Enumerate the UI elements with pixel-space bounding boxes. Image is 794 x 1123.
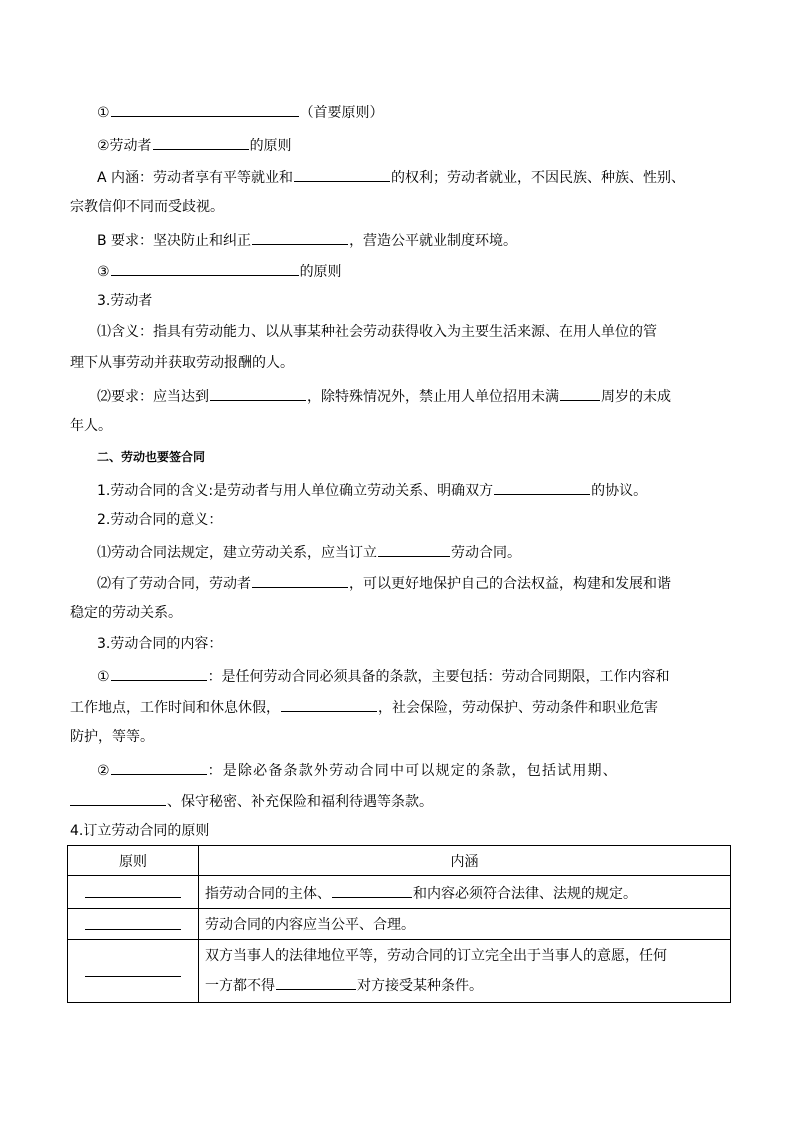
- fill-blank[interactable]: [494, 479, 590, 495]
- header-cell: 内涵: [199, 846, 731, 876]
- fill-blank[interactable]: [111, 260, 299, 276]
- text: 防护，等等。: [70, 729, 154, 745]
- text: 的原则: [249, 138, 292, 154]
- table-row: [68, 876, 731, 909]
- text: 、保守秘密、补充保险和福利待遇等条款。: [167, 794, 433, 810]
- fill-blank[interactable]: [85, 883, 181, 898]
- fill-blank[interactable]: [85, 962, 181, 977]
- text: 工作地点，工作时间和休息休假，: [70, 700, 280, 716]
- text: 2.劳动合同的意义：: [97, 512, 223, 528]
- text: 劳动合同。: [451, 545, 521, 561]
- text: 1.劳动合同的含义:是劳动者与用人单位确立劳动关系、明确双方: [97, 483, 494, 499]
- text: ②劳动者: [97, 138, 152, 154]
- line-required-clauses: [97, 665, 670, 687]
- fill-blank[interactable]: [111, 101, 299, 117]
- line-contract-benefit-cont: [70, 603, 182, 623]
- text: （首要原则）: [299, 105, 384, 121]
- text: ⑴劳动合同法规定，建立劳动关系，应当订立: [97, 545, 377, 561]
- fill-blank[interactable]: [276, 974, 356, 990]
- line-optional-clauses-cont: [70, 790, 433, 812]
- text: ⑵要求：应当达到: [97, 389, 209, 405]
- line-required-clauses-cont: [70, 696, 658, 718]
- text: 理下从事劳动并获取劳动报酬的人。: [70, 355, 294, 371]
- text: ③: [97, 264, 110, 280]
- line-connotation: [97, 166, 685, 188]
- line-contract-law: [97, 541, 521, 563]
- line-optional-clauses: [97, 759, 618, 781]
- line-required-clauses-end: [70, 727, 154, 747]
- fill-blank[interactable]: [560, 385, 600, 401]
- text: 年人。: [70, 418, 112, 434]
- principle-cell: [68, 876, 199, 909]
- heading-worker: [97, 291, 152, 311]
- text: ⑴含义：指具有劳动能力、以从事某种社会劳动获得收入为主要生活来源、在用人单位的管: [97, 324, 657, 340]
- meaning-cell: [199, 940, 731, 1003]
- text: 稳定的劳动关系。: [70, 605, 182, 621]
- line-principle-2: [97, 134, 292, 156]
- line-worker-requirement: [97, 385, 671, 407]
- text: 的协议。: [591, 483, 648, 499]
- text: 宗教信仰不同而受歧视。: [70, 199, 224, 215]
- text: ：是任何劳动合同必须具备的条款，主要包括：劳动合同期限，工作内容和: [207, 669, 670, 685]
- fill-blank[interactable]: [252, 572, 348, 588]
- fill-blank[interactable]: [70, 790, 166, 806]
- line-contract-meaning: [97, 479, 647, 501]
- text: ，除特殊情况外，禁止用人单位招用未满: [307, 389, 559, 405]
- header-cell: 原则: [68, 846, 199, 876]
- meaning-cell: 劳动合同的内容应当公平、合理。: [199, 909, 731, 940]
- text-line: [205, 971, 724, 1001]
- table-row: [68, 940, 731, 1003]
- text: 3.劳动者: [97, 293, 153, 309]
- text: 3.劳动合同的内容：: [97, 636, 223, 652]
- text: 双方当事人的法律地位平等，劳动合同的订立完全出于当事人的意愿，任何: [205, 948, 667, 964]
- text: ：是除必备条款外劳动合同中可以规定的条款，包括试用期、: [207, 763, 618, 779]
- fill-blank[interactable]: [332, 882, 412, 898]
- text: ①: [97, 105, 110, 121]
- fill-blank[interactable]: [281, 696, 377, 712]
- text: ，营造公平就业制度环境。: [349, 233, 518, 249]
- text: 周岁的未成: [601, 389, 671, 405]
- line-worker-meaning: [97, 322, 657, 342]
- meaning-cell: [199, 876, 731, 909]
- line-principle-3: [97, 260, 342, 282]
- text: ①: [97, 669, 110, 685]
- line-contract-benefit: [97, 572, 671, 594]
- fill-blank[interactable]: [111, 759, 207, 775]
- fill-blank[interactable]: [111, 665, 207, 681]
- text: 的原则: [299, 264, 342, 280]
- line-principle-1: [97, 101, 384, 123]
- text: 对方接受某种条件。: [357, 978, 483, 994]
- text: ⑵有了劳动合同，劳动者: [97, 576, 251, 592]
- section-heading: [97, 447, 205, 467]
- text: B 要求：坚决防止和纠正: [97, 233, 252, 249]
- fill-blank[interactable]: [153, 134, 249, 150]
- line-connotation-cont: [70, 197, 224, 217]
- text: 4.订立劳动合同的原则: [70, 823, 210, 839]
- text: A 内涵：劳动者享有平等就业和: [97, 170, 294, 186]
- fill-blank[interactable]: [294, 166, 390, 182]
- line-contract-content: [97, 634, 222, 654]
- text: ，社会保险，劳动保护、劳动条件和职业危害: [378, 700, 658, 716]
- text: 一方都不得: [205, 978, 275, 994]
- line-worker-requirement-cont: [70, 416, 112, 436]
- table-row: [68, 909, 731, 940]
- principle-cell: [68, 940, 199, 1003]
- fill-blank[interactable]: [210, 385, 306, 401]
- table-header-row: [68, 846, 731, 876]
- principle-cell: [68, 909, 199, 940]
- line-requirement: [97, 229, 517, 251]
- fill-blank[interactable]: [252, 229, 348, 245]
- fill-blank[interactable]: [378, 541, 450, 557]
- text: 和内容必须符合法律、法规的规定。: [413, 885, 637, 902]
- heading-signing-principles: [70, 821, 209, 841]
- line-contract-significance: [97, 510, 222, 530]
- principles-table: [67, 845, 731, 1003]
- text: 的权利；劳动者就业，不因民族、种族、性别、: [391, 170, 686, 186]
- text: 二、劳动也要签合同: [97, 450, 206, 464]
- text: ，可以更好地保护自己的合法权益，构建和发展和谐: [349, 576, 671, 592]
- line-worker-meaning-cont: [70, 353, 294, 373]
- text: 指劳动合同的主体、: [205, 885, 331, 902]
- text: ②: [97, 763, 110, 779]
- fill-blank[interactable]: [85, 915, 181, 930]
